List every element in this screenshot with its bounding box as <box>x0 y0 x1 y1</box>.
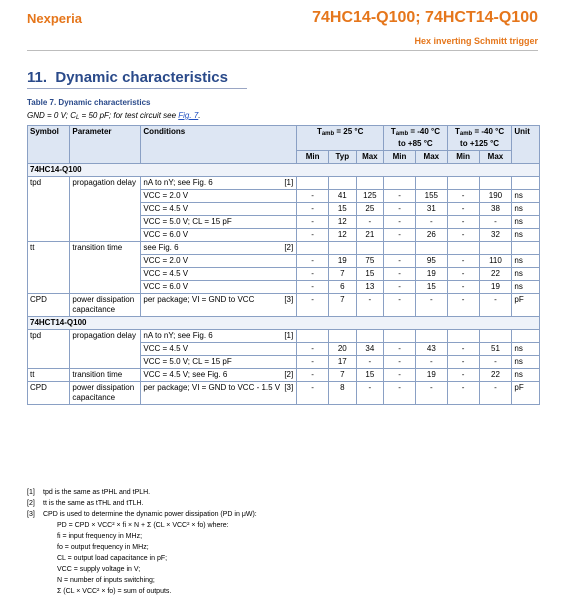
cell-value: 19 <box>329 255 357 268</box>
cell-value: - <box>479 216 512 229</box>
col-parameter: Parameter <box>70 126 141 164</box>
cell-value: - <box>356 294 384 317</box>
footnote-ref[interactable]: [2] <box>284 243 294 252</box>
cell-unit: ns <box>512 369 540 382</box>
cell-value: 110 <box>479 255 512 268</box>
cell-conditions: VCC = 4.5 V; see Fig. 6 [2] <box>141 369 297 382</box>
cell-value: - <box>297 268 329 281</box>
cell-unit: ns <box>512 216 540 229</box>
cell-value: - <box>384 255 416 268</box>
cell-value: 7 <box>329 294 357 317</box>
cell-value <box>447 177 479 190</box>
footnote-ref[interactable]: [3] <box>284 383 294 392</box>
footnote-ref[interactable]: [3] <box>284 295 294 304</box>
table-row <box>28 294 540 317</box>
group-header: 74HCT14-Q100 <box>28 317 540 330</box>
cell-value: - <box>297 356 329 369</box>
cell-unit: pF <box>512 382 540 405</box>
cell-value: 125 <box>356 190 384 203</box>
footnote-line: fi = input frequency in MHz; <box>57 533 143 540</box>
col-symbol: Symbol <box>28 126 70 164</box>
cell-unit <box>512 242 540 255</box>
cell-value: 20 <box>329 343 357 356</box>
cell-value: - <box>447 343 479 356</box>
cell-value: - <box>447 294 479 317</box>
cell-conditions: nA to nY; see Fig. 6 [1] <box>141 330 297 343</box>
cell-value: - <box>297 255 329 268</box>
cell-conditions: see Fig. 6 [2] <box>141 242 297 255</box>
cell-value: 51 <box>479 343 512 356</box>
cell-value: 190 <box>479 190 512 203</box>
cell-value <box>479 177 512 190</box>
section-title: Dynamic characteristics <box>55 69 228 86</box>
section-divider <box>27 88 247 89</box>
cell-conditions: VCC = 4.5 V <box>141 203 297 216</box>
cell-conditions: VCC = 6.0 V <box>141 229 297 242</box>
cell-conditions: VCC = 4.5 V <box>141 268 297 281</box>
cell-value: - <box>384 268 416 281</box>
cell-value: 38 <box>479 203 512 216</box>
cell-unit: ns <box>512 343 540 356</box>
cell-value: - <box>384 216 416 229</box>
footnote-line: [2] tt is the same as tTHL and tTLH. <box>27 500 144 507</box>
cell-value: 17 <box>329 356 357 369</box>
table-row <box>28 330 540 343</box>
cell-value: 6 <box>329 281 357 294</box>
cell-value: - <box>479 382 512 405</box>
brand-name: Nexperia <box>27 11 82 26</box>
cell-value <box>415 330 447 343</box>
cell-value: - <box>447 369 479 382</box>
cell-conditions: VCC = 5.0 V; CL = 15 pF <box>141 356 297 369</box>
cell-value: 25 <box>356 203 384 216</box>
cell-value <box>415 177 447 190</box>
cell-value: 12 <box>329 216 357 229</box>
cell-value <box>329 242 357 255</box>
cell-value: - <box>384 281 416 294</box>
cell-value: - <box>447 356 479 369</box>
cell-value <box>329 177 357 190</box>
cell-value: - <box>384 203 416 216</box>
cell-unit: ns <box>512 255 540 268</box>
cell-conditions: per package; VI = GND to VCC - 1.5 V [3] <box>141 382 297 405</box>
section-number: 11. <box>27 69 48 86</box>
cell-value: - <box>297 369 329 382</box>
cell-value: - <box>356 356 384 369</box>
fig7-link[interactable]: Fig. 7 <box>178 111 199 120</box>
cell-value: - <box>447 268 479 281</box>
cell-unit: ns <box>512 356 540 369</box>
cell-value <box>356 177 384 190</box>
cell-value: 15 <box>415 281 447 294</box>
cell-value: - <box>384 343 416 356</box>
cell-value: - <box>297 216 329 229</box>
cell-value: 19 <box>479 281 512 294</box>
col-t125: $T_{amb} = -40$ °C to +125 °C <box>447 126 512 151</box>
cell-value: 22 <box>479 268 512 281</box>
cell-value: 15 <box>356 369 384 382</box>
section-heading <box>27 69 228 86</box>
cell-value: - <box>356 382 384 405</box>
cell-value: 19 <box>415 268 447 281</box>
footnote-ref[interactable]: [1] <box>284 178 294 187</box>
cell-symbol: CPD <box>28 294 70 317</box>
cell-value: 15 <box>356 268 384 281</box>
cell-conditions: VCC = 6.0 V <box>141 281 297 294</box>
cell-conditions: VCC = 2.0 V <box>141 190 297 203</box>
cell-parameter: propagation delay <box>70 330 141 369</box>
cell-value: 22 <box>479 369 512 382</box>
cell-value <box>297 177 329 190</box>
table-note: GND = 0 V; $C_L = 50$ pF; for test circuit see Fig. 7. <box>27 111 201 121</box>
cell-parameter: power dissipation capacitance <box>70 382 141 405</box>
cell-value <box>329 330 357 343</box>
cell-value <box>356 242 384 255</box>
footnote-ref[interactable]: [1] <box>284 331 294 340</box>
cell-conditions: nA to nY; see Fig. 6 [1] <box>141 177 297 190</box>
cell-value: - <box>479 356 512 369</box>
cell-symbol: tpd <box>28 177 70 242</box>
footnote-line: CL = output load capacitance in pF; <box>57 555 168 562</box>
cell-value: 12 <box>329 229 357 242</box>
cell-value: 19 <box>415 369 447 382</box>
cell-value: - <box>447 382 479 405</box>
col-t25: $T_{amb} = 25$ °C <box>297 126 384 151</box>
cell-value: - <box>447 216 479 229</box>
cell-parameter: transition time <box>70 242 141 294</box>
cell-value: - <box>384 294 416 317</box>
cell-value: - <box>447 281 479 294</box>
cell-value <box>297 330 329 343</box>
footnote-line: N = number of inputs switching; <box>57 577 155 584</box>
dynamic-characteristics-table: Symbol Parameter Conditions $T_{amb} = 25$ °C $T_{amb} = -40$ °C to +85 °C $T_{amb} = -40$ °C to +125 °C Unit Min Typ Max Min Max Min Max 74HC14-Q100 tpd propagation delay nA to nY; see Fig. 6 [1] VCC = 2.0 V - 41 125 - 155 - 190 ns VCC = 4.5 V - 15 25 - 31 - 38 ns VCC = 5.0 V; CL = 15 pF - 12 - - - - - ns VCC = 6.0 V - 12 21 - 26 - 32 ns tt transition time see Fig. 6 [2] VCC = 2.0 V - 19 75 - 95 - 110 ns VCC = 4.5 V - 7 15 - 19 - 22 ns VCC = 6.0 V - 6 13 - 15 - 19 ns CPD power dissipation capacitance per package; VI = GND to VCC [3] - 7 - - - - - pF 74HCT14-Q100 tpd propagation delay nA to nY; see Fig. 6 [1] VCC = 4.5 V - 20 34 - 43 - 51 ns VCC = 5.0 V; CL = 15 pF - 17 - - - - - ns tt transition time VCC = 4.5 V; see Fig. 6 [2] - 7 15 - 19 - 22 ns CPD power dissipation capacitance per package; VI = GND to VCC - 1.5 V [3] - 8 - - - - - pF <box>27 125 540 405</box>
table-caption: Table 7. Dynamic characteristics <box>27 98 151 107</box>
footnote-line: [1] tpd is the same as tPHL and tPLH. <box>27 489 151 496</box>
cell-value: 41 <box>329 190 357 203</box>
cell-parameter: power dissipation capacitance <box>70 294 141 317</box>
table-row <box>28 382 540 405</box>
cell-unit <box>512 330 540 343</box>
footnote-line: Σ (CL × VCC² × fo) = sum of outputs. <box>57 588 172 595</box>
col-conditions: Conditions <box>141 126 297 164</box>
col-unit: Unit <box>512 126 540 164</box>
cell-unit: ns <box>512 229 540 242</box>
cell-value: - <box>297 229 329 242</box>
cell-value: 43 <box>415 343 447 356</box>
cell-value: 95 <box>415 255 447 268</box>
cell-value: 32 <box>479 229 512 242</box>
cell-symbol: tpd <box>28 330 70 369</box>
cell-value: - <box>384 369 416 382</box>
cell-value <box>384 242 416 255</box>
cell-value: - <box>297 294 329 317</box>
cell-value: - <box>447 229 479 242</box>
cell-value: - <box>384 382 416 405</box>
cell-conditions: VCC = 5.0 V; CL = 15 pF <box>141 216 297 229</box>
cell-value <box>384 330 416 343</box>
cell-unit: pF <box>512 294 540 317</box>
cell-value <box>297 242 329 255</box>
group-header: 74HC14-Q100 <box>28 164 540 177</box>
cell-parameter: propagation delay <box>70 177 141 242</box>
cell-value: - <box>384 190 416 203</box>
cell-value: - <box>384 229 416 242</box>
cell-value: 26 <box>415 229 447 242</box>
cell-value <box>384 177 416 190</box>
table-body <box>28 164 540 405</box>
cell-value: - <box>447 190 479 203</box>
footnote-line: [3] CPD is used to determine the dynamic power dissipation (PD in μW): <box>27 511 257 518</box>
cell-value: 7 <box>329 268 357 281</box>
cell-value: - <box>297 203 329 216</box>
cell-value: - <box>479 294 512 317</box>
table-row <box>28 369 540 382</box>
cell-value: - <box>447 255 479 268</box>
cell-value: - <box>447 203 479 216</box>
cell-value <box>415 242 447 255</box>
cell-value <box>479 242 512 255</box>
cell-value: - <box>415 382 447 405</box>
footnote-line: fo = output frequency in MHz; <box>57 544 149 551</box>
cell-value: - <box>297 382 329 405</box>
cell-value: - <box>415 216 447 229</box>
cell-value: 8 <box>329 382 357 405</box>
cell-symbol: tt <box>28 242 70 294</box>
footnote-line: PD = CPD × VCC² × fi × N + Σ (CL × VCC² × fo) where: <box>57 522 229 529</box>
col-t85: $T_{amb} = -40$ °C to +85 °C <box>384 126 448 151</box>
cell-value: 155 <box>415 190 447 203</box>
footnote-ref[interactable]: [2] <box>284 370 294 379</box>
cell-value: 21 <box>356 229 384 242</box>
cell-value <box>447 242 479 255</box>
cell-parameter: transition time <box>70 369 141 382</box>
document-title: 74HC14-Q100; 74HCT14-Q100 <box>312 9 538 26</box>
footnote-line: VCC = supply voltage in V; <box>57 566 141 573</box>
cell-value: 34 <box>356 343 384 356</box>
header-divider <box>27 50 538 51</box>
table-row <box>28 242 540 255</box>
cell-unit: ns <box>512 281 540 294</box>
cell-conditions: VCC = 2.0 V <box>141 255 297 268</box>
cell-value: - <box>415 294 447 317</box>
cell-value: 13 <box>356 281 384 294</box>
cell-unit: ns <box>512 190 540 203</box>
cell-value: - <box>356 216 384 229</box>
cell-symbol: tt <box>28 369 70 382</box>
cell-value <box>479 330 512 343</box>
cell-value: 15 <box>329 203 357 216</box>
document-subtitle: Hex inverting Schmitt trigger <box>414 36 538 46</box>
cell-value: 31 <box>415 203 447 216</box>
cell-value: - <box>297 281 329 294</box>
cell-conditions: VCC = 4.5 V <box>141 343 297 356</box>
cell-value: - <box>415 356 447 369</box>
cell-value: 7 <box>329 369 357 382</box>
cell-unit: ns <box>512 203 540 216</box>
cell-value: - <box>297 190 329 203</box>
cell-value: - <box>384 356 416 369</box>
cell-value <box>447 330 479 343</box>
cell-unit: ns <box>512 268 540 281</box>
cell-symbol: CPD <box>28 382 70 405</box>
cell-value: 75 <box>356 255 384 268</box>
cell-conditions: per package; VI = GND to VCC [3] <box>141 294 297 317</box>
cell-value <box>356 330 384 343</box>
table-row <box>28 177 540 190</box>
cell-value: - <box>297 343 329 356</box>
cell-unit <box>512 177 540 190</box>
